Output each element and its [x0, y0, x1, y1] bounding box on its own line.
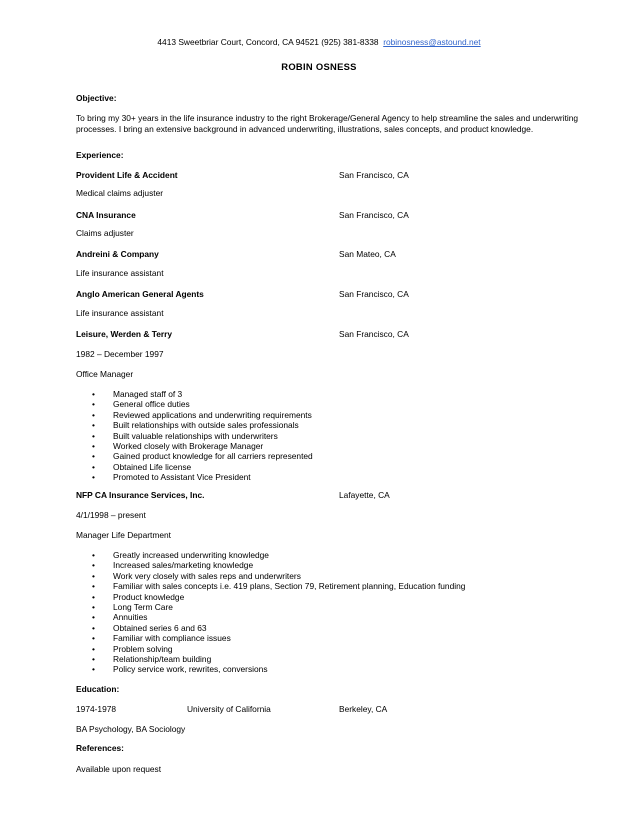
list-item: • Work very closely with sales reps and underwriters: [76, 571, 465, 581]
job-location: San Mateo, CA: [339, 249, 396, 259]
list-item: • General office duties: [76, 399, 313, 409]
job-title: Life insurance assistant: [76, 308, 164, 318]
email-link[interactable]: robinosness@astound.net: [383, 37, 481, 47]
list-item: • Relationship/team building: [76, 654, 465, 664]
education-location: Berkeley, CA: [339, 704, 388, 714]
list-item: • Product knowledge: [76, 592, 465, 602]
education-heading: Education:: [76, 684, 120, 694]
list-item: • Obtained Life license: [76, 462, 313, 472]
list-item: • Familiar with compliance issues: [76, 633, 465, 643]
references-heading: References:: [76, 743, 124, 753]
job-title: Life insurance assistant: [76, 268, 164, 278]
job-location: San Francisco, CA: [339, 289, 409, 299]
job-company: CNA Insurance: [76, 210, 136, 220]
job-dates: 4/1/1998 – present: [76, 510, 146, 520]
job-title: Manager Life Department: [76, 530, 171, 540]
list-item: • Increased sales/marketing knowledge: [76, 560, 465, 570]
list-item: • Obtained series 6 and 63: [76, 623, 465, 633]
list-item: • Familiar with sales concepts i.e. 419 plans, Section 79, Retirement planning, Education funding: [76, 581, 465, 591]
job-location: Lafayette, CA: [339, 490, 390, 500]
contact-line: [0, 37, 638, 47]
list-item: • Worked closely with Brokerage Manager: [76, 441, 313, 451]
job-title: Claims adjuster: [76, 228, 134, 238]
job-company: Anglo American General Agents: [76, 289, 204, 299]
list-item: • Gained product knowledge for all carriers represented: [76, 451, 313, 461]
job-location: San Francisco, CA: [339, 329, 409, 339]
job-duties-list: [76, 389, 313, 483]
education-degree: BA Psychology, BA Sociology: [76, 724, 186, 734]
experience-heading: Experience:: [76, 150, 124, 160]
address-text: 4413 Sweetbriar Court, Concord, CA 94521 (925) 381-8338: [157, 37, 379, 47]
job-location: San Francisco, CA: [339, 210, 409, 220]
job-company: Andreini & Company: [76, 249, 159, 259]
list-item: • Long Term Care: [76, 602, 465, 612]
list-item: • Policy service work, rewrites, conversions: [76, 664, 465, 674]
resume-name: ROBIN OSNESS: [281, 61, 357, 72]
education-school: University of California: [187, 704, 271, 714]
list-item: • Reviewed applications and underwriting requirements: [76, 410, 313, 420]
job-company: Provident Life & Accident: [76, 170, 178, 180]
objective-heading: Objective:: [76, 93, 117, 103]
list-item: • Annuities: [76, 612, 465, 622]
job-duties-list: [76, 550, 465, 675]
list-item: • Promoted to Assistant Vice President: [76, 472, 313, 482]
list-item: • Managed staff of 3: [76, 389, 313, 399]
job-dates: 1982 – December 1997: [76, 349, 164, 359]
references-text: Available upon request: [76, 764, 162, 774]
education-years: 1974-1978: [76, 704, 117, 714]
job-title: Office Manager: [76, 369, 134, 379]
job-title: Medical claims adjuster: [76, 188, 164, 198]
list-item: • Built relationships with outside sales professionals: [76, 420, 313, 430]
objective-text: To bring my 30+ years in the life insurance industry to the right Brokerage/General Agency to help streamline the sales and underwriting processes. I bring an extensive background in advanced underwriting, illustrations, sales concepts, and product knowledge.: [76, 113, 579, 134]
job-company: Leisure, Werden & Terry: [76, 329, 173, 339]
job-company: NFP CA Insurance Services, Inc.: [76, 490, 205, 500]
job-location: San Francisco, CA: [339, 170, 409, 180]
list-item: • Greatly increased underwriting knowledge: [76, 550, 465, 560]
list-item: • Problem solving: [76, 644, 465, 654]
list-item: • Built valuable relationships with underwriters: [76, 431, 313, 441]
